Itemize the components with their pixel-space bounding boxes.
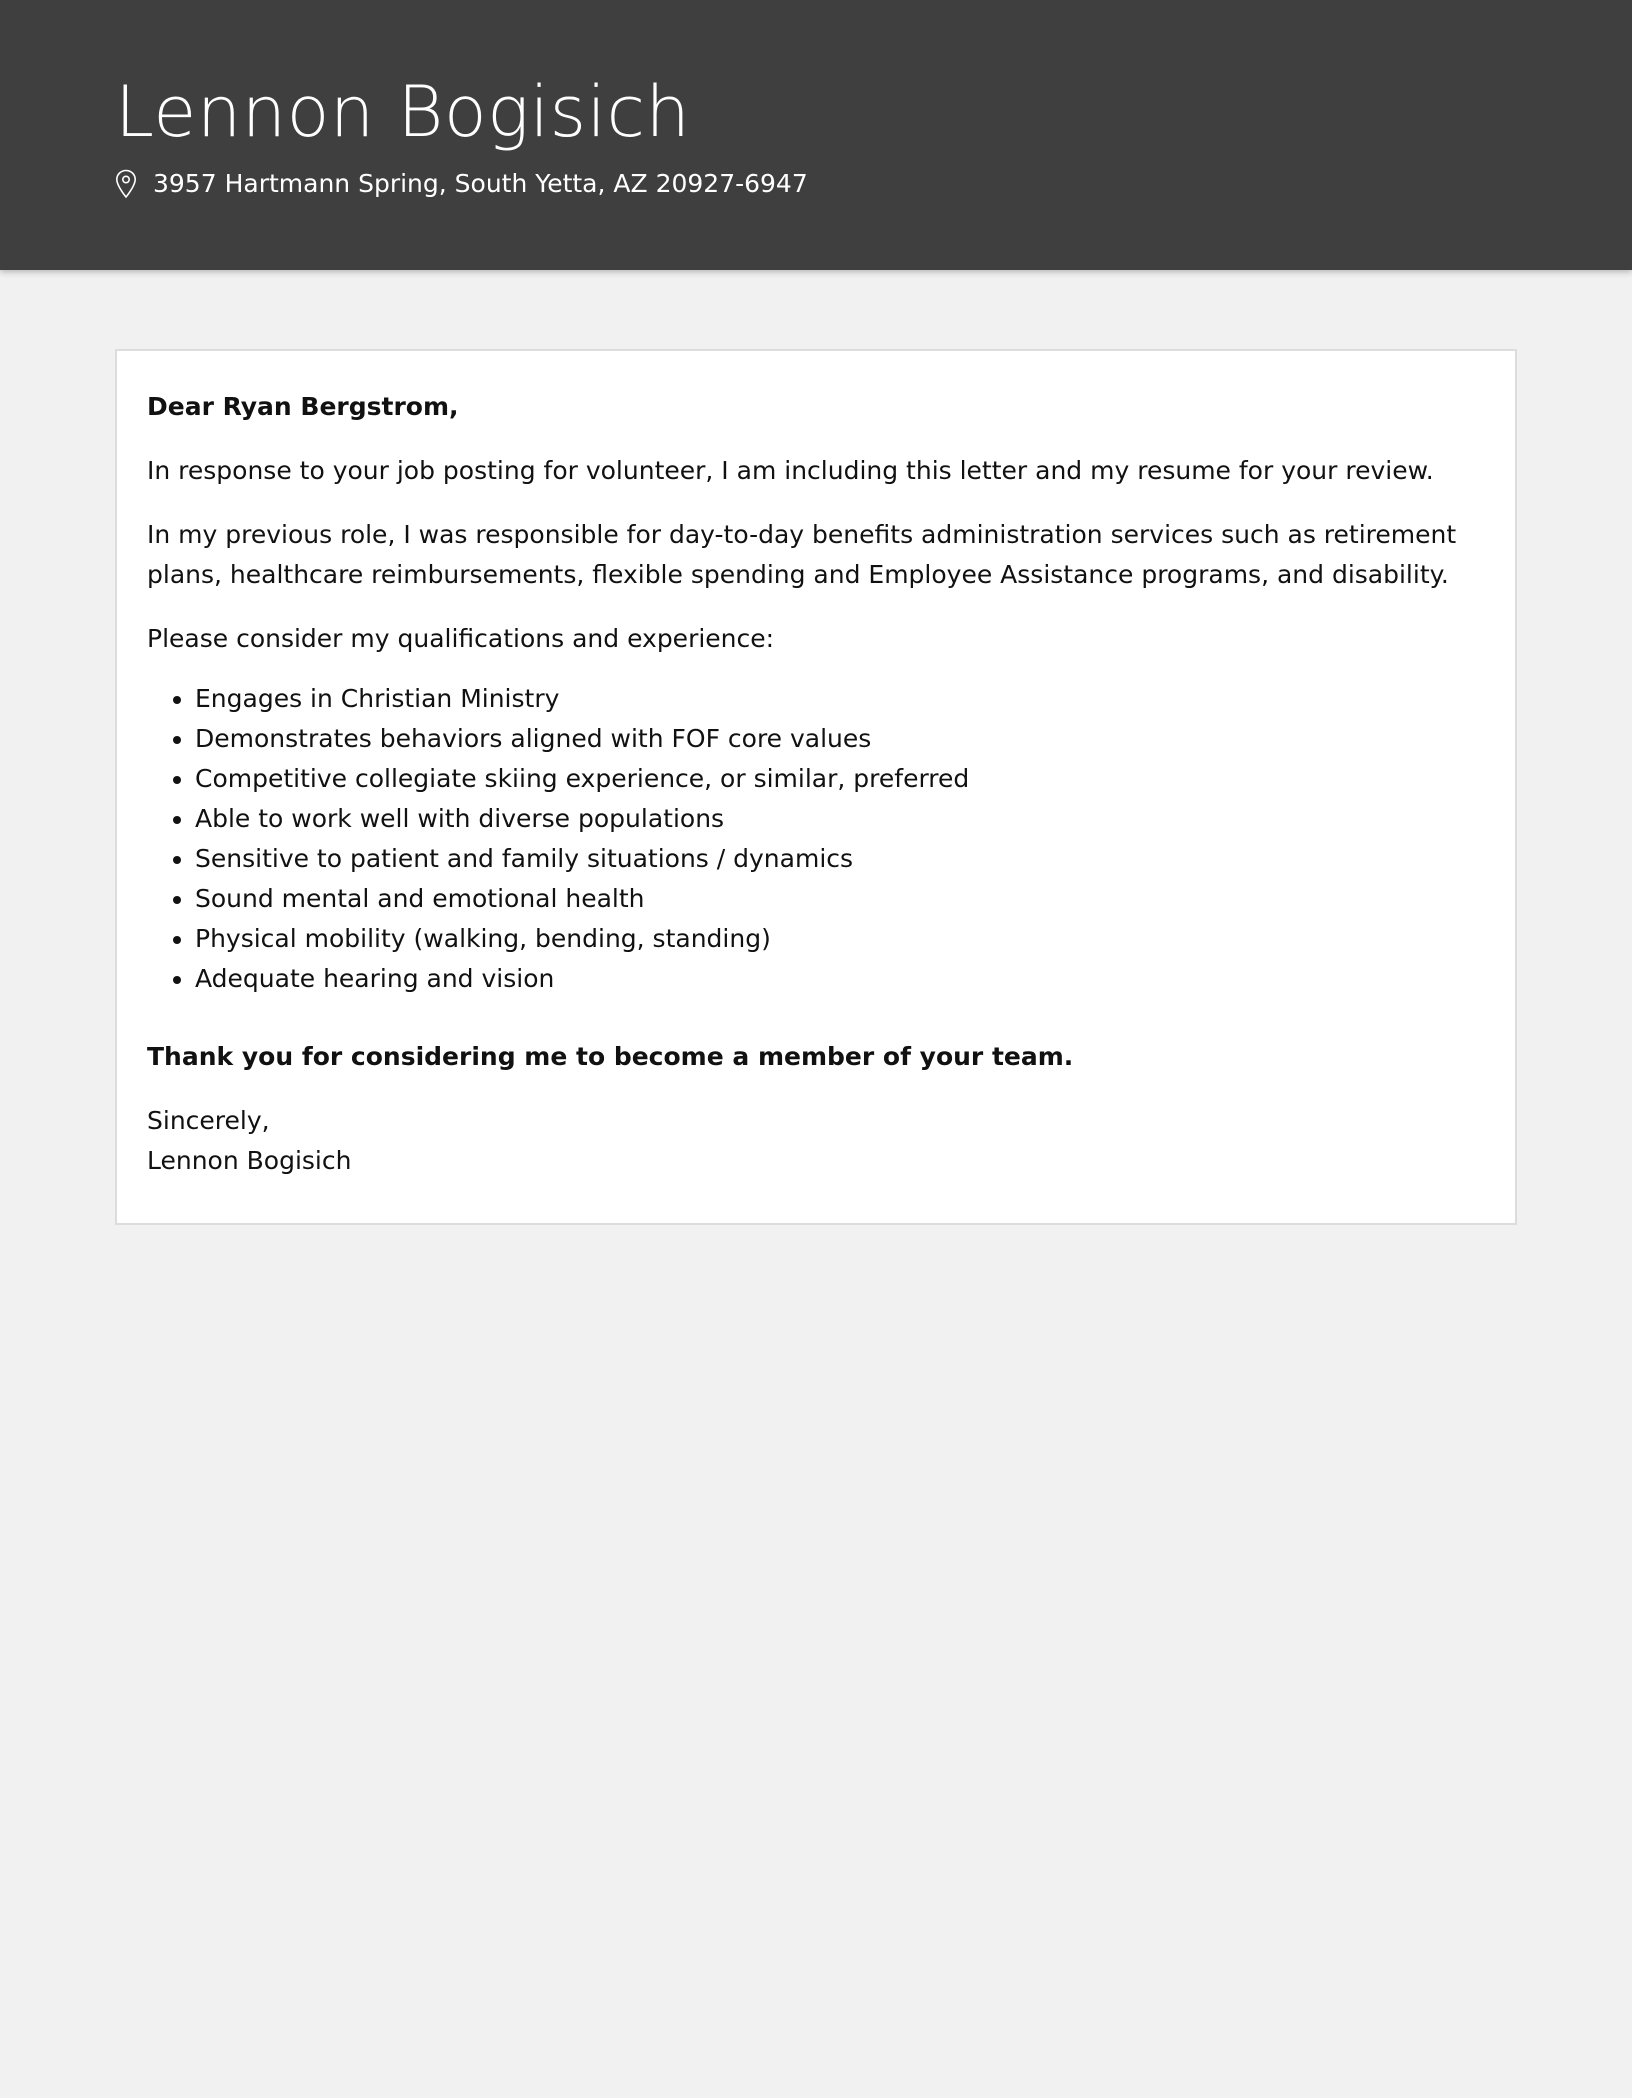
address-text: 3957 Hartmann Spring, South Yetta, AZ 20927-6947	[153, 169, 808, 198]
list-item: • Competitive collegiate skiing experience, or similar, preferred	[195, 759, 1485, 799]
letter-paragraph: Please consider my qualifications and experience:	[147, 624, 775, 653]
address-row	[115, 168, 1632, 200]
qualifications-list	[147, 679, 1485, 999]
letter-signoff: Sincerely,	[147, 1106, 270, 1135]
applicant-name: Lennon Bogisich	[115, 71, 691, 153]
map-pin-icon	[115, 169, 137, 199]
list-item: • Engages in Christian Ministry	[195, 679, 1485, 719]
list-item: • Able to work well with diverse populations	[195, 799, 1485, 839]
list-item: • Demonstrates behaviors aligned with FOF core values	[195, 719, 1485, 759]
letter-card	[115, 349, 1517, 1225]
letter-greeting: Dear Ryan Bergstrom,	[147, 392, 459, 421]
letter-paragraph: In response to your job posting for volunteer, I am including this letter and my resume for your review.	[147, 456, 1434, 485]
signature-name: Lennon Bogisich	[147, 1146, 352, 1175]
header-banner	[0, 0, 1632, 270]
list-item: • Sensitive to patient and family situations / dynamics	[195, 839, 1485, 879]
list-item: • Sound mental and emotional health	[195, 879, 1485, 919]
letter-paragraph: In my previous role, I was responsible for day-to-day benefits administration services such as retirement plans, healthcare reimbursements, flexible spending and Employee Assistance programs, and disability.	[147, 520, 1457, 589]
list-item: • Adequate hearing and vision	[195, 959, 1485, 999]
letter-closing: Thank you for considering me to become a member of your team.	[147, 1042, 1074, 1071]
list-item: • Physical mobility (walking, bending, standing)	[195, 919, 1485, 959]
